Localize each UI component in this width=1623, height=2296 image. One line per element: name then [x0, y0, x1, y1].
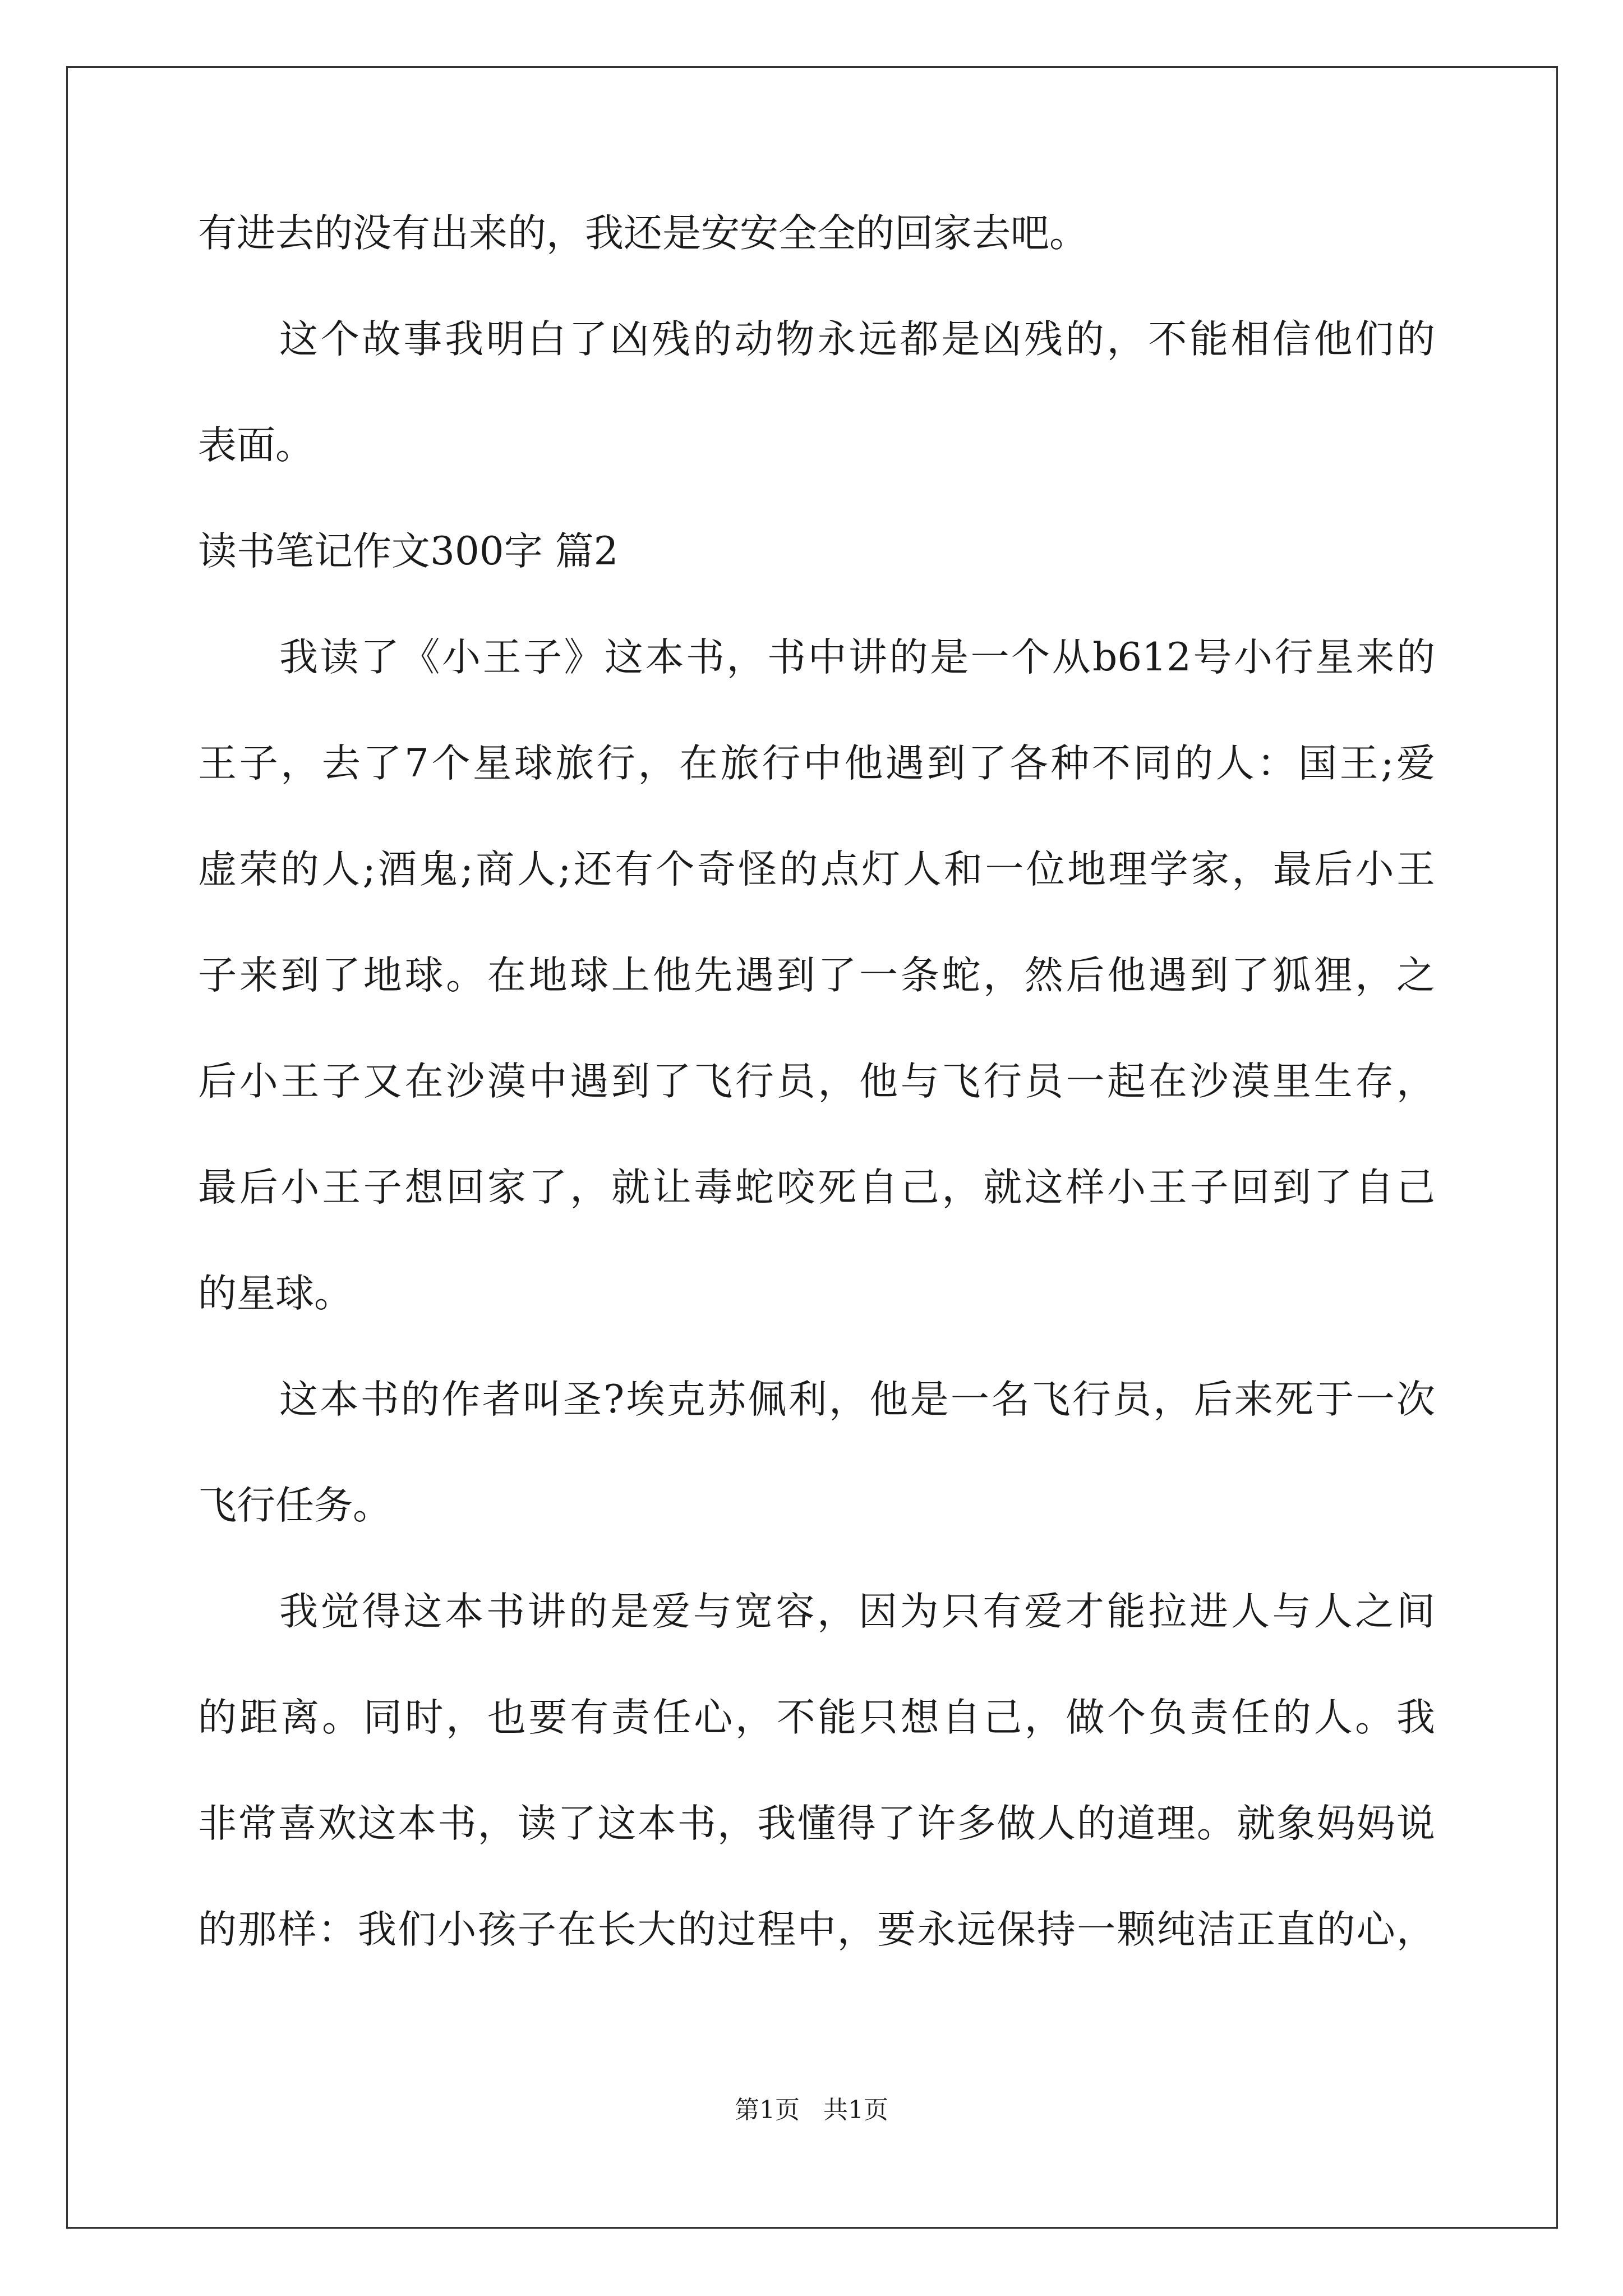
page-footer: 第1页 共1页 — [735, 2096, 888, 2124]
text-line: 后小王子又在沙漠中遇到了飞行员，他与飞行员一起在沙漠里生存， — [198, 1059, 1435, 1104]
text-line: 我读了《小王子》这本书，书中讲的是一个从b612号小行星来的 — [279, 635, 1435, 680]
text-line: 的那样：我们小孩子在长大的过程中，要永远保持一颗纯洁正直的心， — [198, 1907, 1435, 1952]
text-line: 这本书的作者叫圣?埃克苏佩利，他是一名飞行员，后来死于一次 — [279, 1377, 1435, 1422]
text-line: 最后小王子想回家了，就让毒蛇咬死自己，就这样小王子回到了自己 — [198, 1165, 1435, 1210]
text-line: 非常喜欢这本书，读了这本书，我懂得了许多做人的道理。就象妈妈说 — [198, 1801, 1435, 1846]
text-line: 子来到了地球。在地球上他先遇到了一条蛇，然后他遇到了狐狸，之 — [198, 953, 1435, 998]
text-line: 表面。 — [198, 423, 314, 468]
text-line: 王子，去了7个星球旅行，在旅行中他遇到了各种不同的人：国王;爱 — [198, 741, 1435, 786]
text-line: 的星球。 — [198, 1271, 353, 1316]
text-line: 我觉得这本书讲的是爱与宽容，因为只有爱才能拉进人与人之间 — [279, 1589, 1435, 1634]
text-line: 有进去的没有出来的，我还是安安全全的回家去吧。 — [198, 211, 1088, 256]
section-heading: 读书笔记作文300字 篇2 — [198, 529, 619, 574]
text-line: 飞行任务。 — [198, 1483, 391, 1528]
text-line: 的距离。同时，也要有责任心，不能只想自己，做个负责任的人。我 — [198, 1695, 1435, 1740]
document-body — [198, 211, 1435, 2017]
text-line: 这个故事我明白了凶残的动物永远都是凶残的，不能相信他们的 — [279, 317, 1435, 362]
text-line: 虚荣的人;酒鬼;商人;还有个奇怪的点灯人和一位地理学家，最后小王 — [198, 847, 1435, 892]
